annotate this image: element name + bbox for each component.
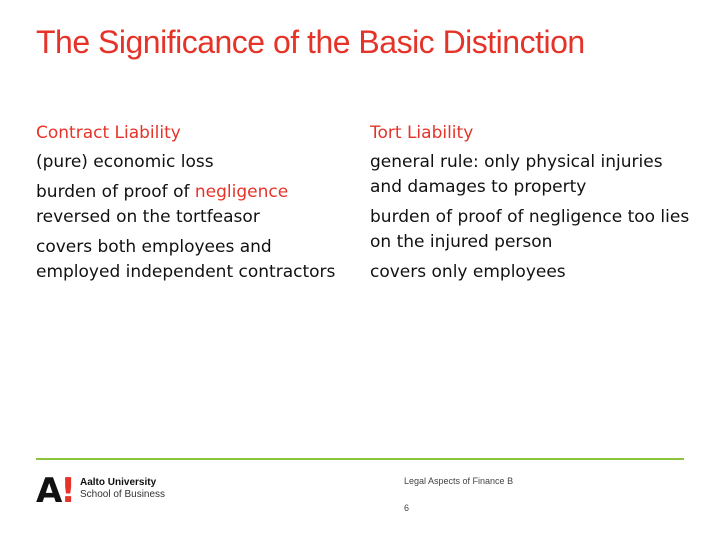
aalto-logo [36,473,176,509]
contract-burden-text-before: burden of proof of [36,182,195,202]
slide-title: The Significance of the Basic Distinction [36,24,585,60]
tort-item-general-rule: general rule: only physical injuries and damages to property [370,152,663,197]
contract-liability-heading: Contract Liability [36,123,181,143]
tort-item-burden-of-proof: burden of proof of negligence too lies on the injured person [370,207,690,252]
aalto-logo-mark [36,473,74,509]
page-number: 6 [404,503,410,513]
footer-divider [36,458,684,460]
course-name: Legal Aspects of Finance B [404,476,514,486]
logo-letter-a: A [36,471,61,511]
contract-burden-text-after: reversed on the tortfeasor [36,207,260,227]
logo-exclamation: ! [60,471,74,511]
tort-liability-column [370,121,690,290]
contract-item-burden-of-proof [36,180,348,230]
negligence-highlight: negligence [194,182,289,202]
logo-university-name: Aalto University [80,477,157,488]
contract-item-coverage: covers both employees and employed independent contractors [36,237,336,282]
contract-liability-column [36,121,348,290]
tort-item-coverage: covers only employees [370,262,566,282]
logo-school-name: School of Business [80,489,166,500]
contract-item-economic-loss: (pure) economic loss [36,152,214,172]
tort-liability-heading: Tort Liability [370,123,474,143]
